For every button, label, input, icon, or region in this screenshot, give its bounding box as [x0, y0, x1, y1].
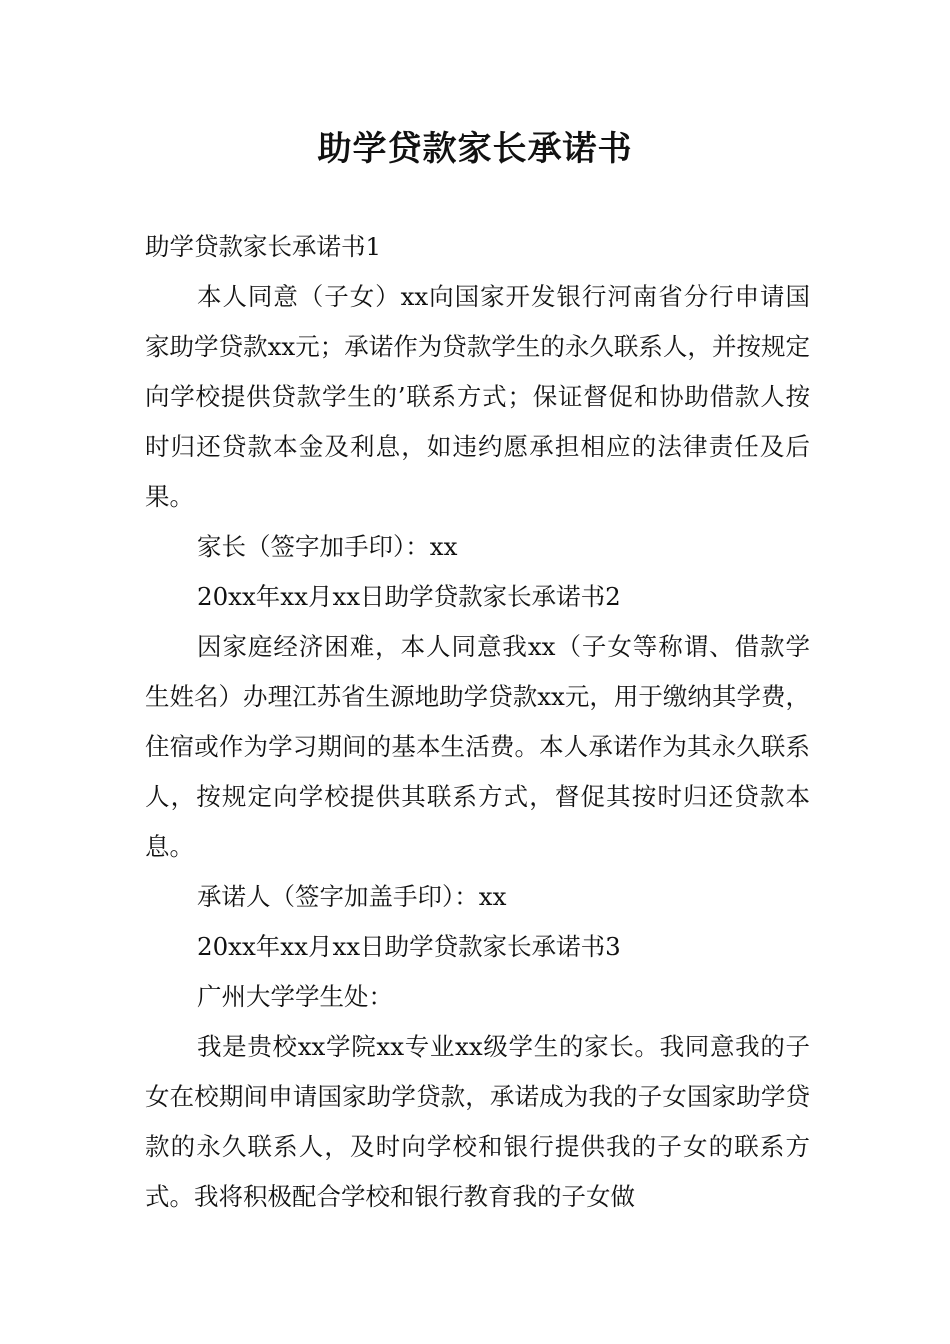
signature-line-2: 承诺人（签字加盖手印）：xx: [197, 882, 507, 911]
document-title: 助学贷款家长承诺书: [317, 129, 633, 169]
paragraph-3: 我是贵校xx学院xx专业xx级学生的家长。我同意我的子女在校期间申请国家助学贷款，承诺成为我的子女国家助学贷款的永久联系人，及时向学校和银行提供我的子女的联系方式。我将积极配合学校和银行教育我的子女做: [145, 1032, 810, 1211]
signature-line-1: 家长（签字加手印）：xx: [197, 532, 458, 561]
paragraph-2: 因家庭经济困难，本人同意我xx（子女等称谓、借款学生姓名）办理江苏省生源地助学贷款xx元，用于缴纳其学费，住宿或作为学习期间的基本生活费。本人承诺作为其永久联系人，按规定向学校提供其联系方式，督促其按时归还贷款本息。: [145, 632, 810, 861]
date-and-heading-3: 20xx年xx月xx日助学贷款家长承诺书3: [197, 932, 621, 961]
section-heading-1: 助学贷款家长承诺书1: [145, 232, 382, 261]
salutation: 广州大学学生处：: [197, 982, 393, 1011]
document-body: [145, 222, 810, 1222]
date-and-heading-2: 20xx年xx月xx日助学贷款家长承诺书2: [197, 582, 621, 611]
paragraph-1: 本人同意（子女）xx向国家开发银行河南省分行申请国家助学贷款xx元；承诺作为贷款学生的永久联系人，并按规定向学校提供贷款学生的’联系方式；保证督促和协助借款人按时归还贷款本金及利息，如违约愿承担相应的法律责任及后果。: [145, 282, 810, 511]
